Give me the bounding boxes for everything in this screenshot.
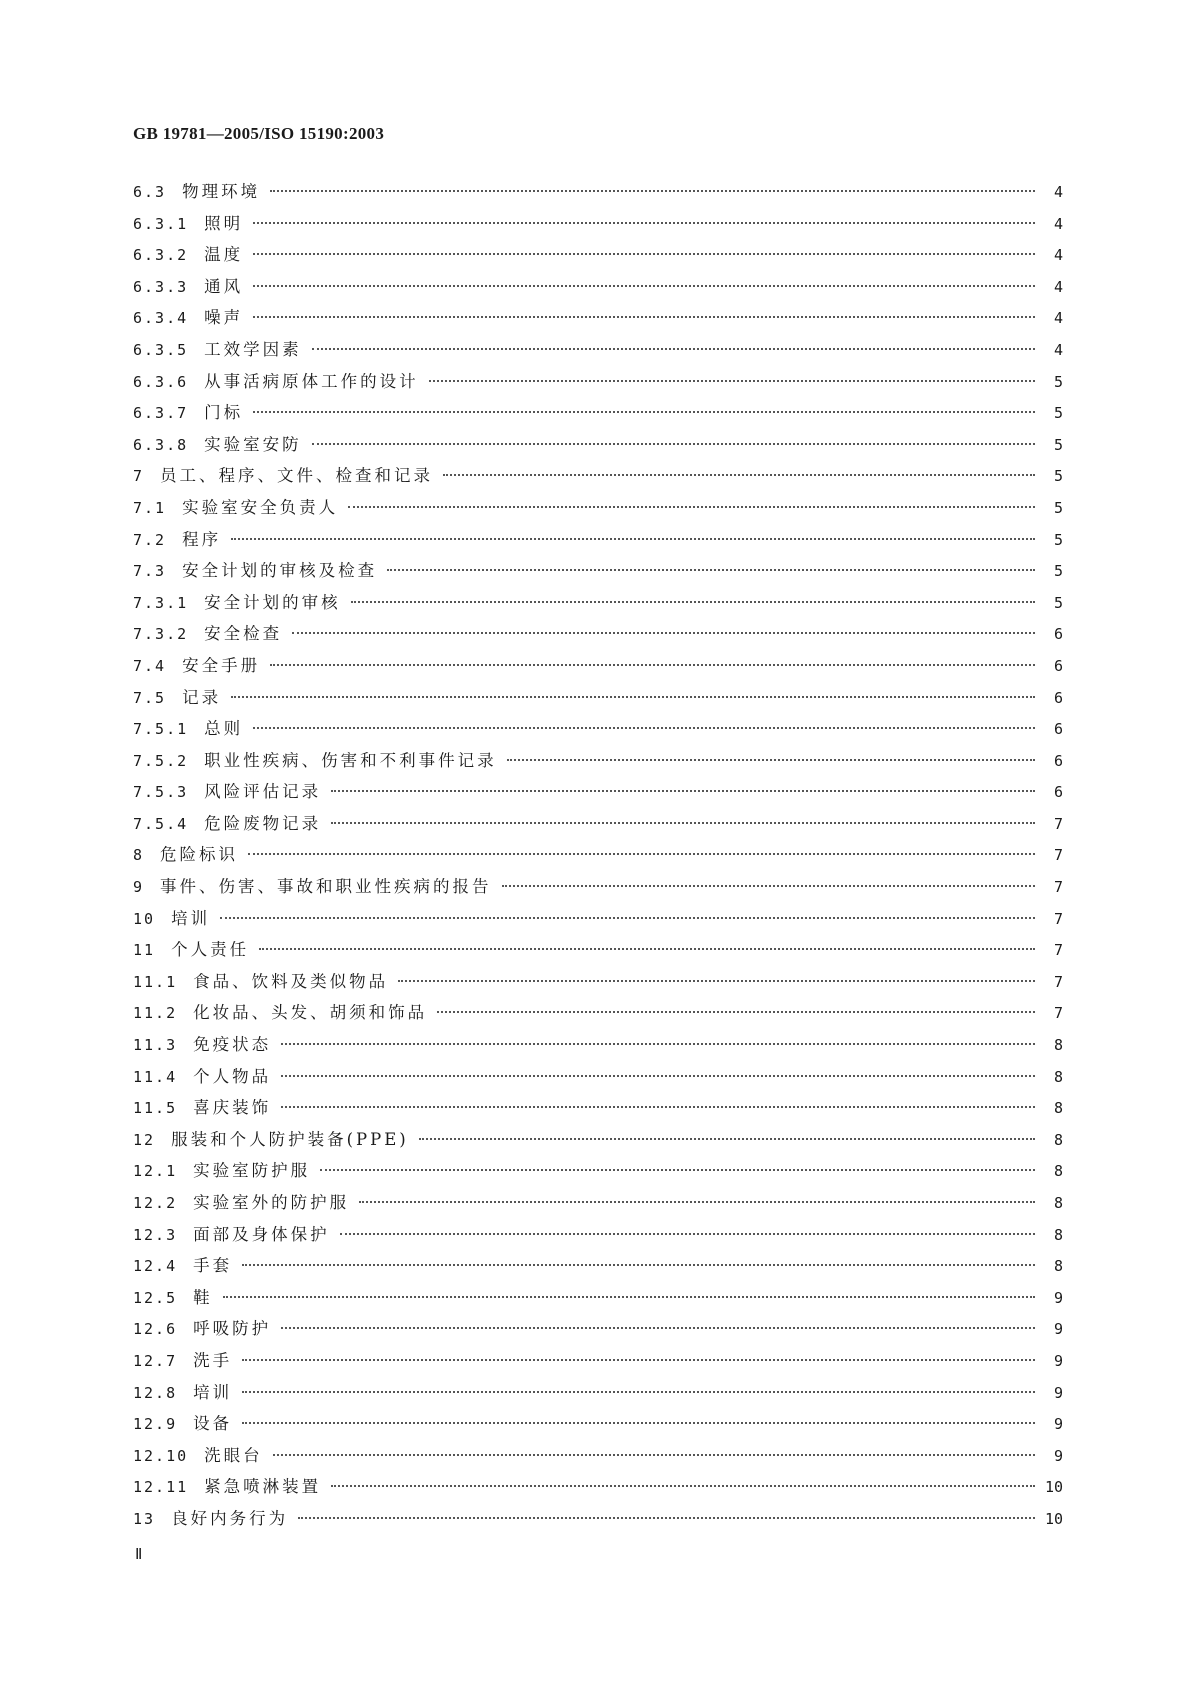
toc-entry-number: 12.10 [133, 1446, 189, 1465]
toc-entry-number: 12.6 [133, 1320, 178, 1339]
toc-entry-title: 安全检查 [204, 624, 283, 644]
toc-entry-title: 安全手册 [182, 655, 261, 675]
toc-entry-page: 7 [1053, 972, 1063, 991]
toc-entry [133, 1252, 1063, 1284]
toc-dot-leader [223, 1296, 1035, 1298]
toc-entry [133, 589, 1063, 621]
toc-entry-page: 4 [1053, 214, 1063, 233]
toc-dot-leader [242, 1422, 1035, 1424]
toc-entry-title: 培训 [171, 908, 211, 928]
toc-entry-number: 6.3.7 [133, 404, 189, 423]
toc-dot-leader [331, 1485, 1035, 1487]
toc-entry-number: 6.3 [133, 183, 167, 201]
toc-entry-number: 7.5 [133, 688, 167, 707]
toc-entry [133, 1442, 1063, 1474]
toc-entry-page: 6 [1053, 688, 1063, 707]
toc-entry-number: 6.3.1 [133, 214, 189, 233]
toc-entry-number: 10 [133, 909, 156, 928]
toc-entry-number: 11.2 [133, 1004, 178, 1023]
toc-entry-page: 8 [1053, 1225, 1063, 1244]
toc-entry-page: 8 [1053, 1130, 1063, 1149]
toc-entry-page: 8 [1053, 1036, 1063, 1055]
toc-entry-number: 11.3 [133, 1036, 178, 1055]
toc-dot-leader [340, 1233, 1035, 1235]
toc-entry-page: 10 [1045, 1509, 1064, 1528]
toc-dot-leader [259, 948, 1035, 950]
toc-entry [133, 368, 1063, 400]
toc-dot-leader [419, 1138, 1035, 1140]
toc-entry [133, 178, 1063, 210]
toc-entry-title: 手套 [193, 1256, 233, 1276]
toc-entry-number: 9 [133, 878, 145, 897]
toc-entry [133, 999, 1063, 1031]
toc-dot-leader [502, 885, 1035, 887]
toc-dot-leader [443, 474, 1035, 476]
toc-entry-number: 11.4 [133, 1067, 178, 1086]
toc-entry [133, 1379, 1063, 1411]
toc-dot-leader [281, 1327, 1035, 1329]
toc-entry-number: 7.4 [133, 656, 167, 675]
toc-entry-number: 13 [133, 1509, 156, 1528]
toc-dot-leader [231, 538, 1035, 540]
toc-entry-number: 7.5.1 [133, 720, 189, 739]
toc-entry-title: 工效学因素 [204, 339, 302, 359]
toc-entry-number: 12.1 [133, 1162, 178, 1181]
toc-entry-page: 5 [1053, 467, 1063, 486]
toc-dot-leader [248, 853, 1035, 855]
toc-entry-title: 门标 [204, 403, 244, 423]
toc-entry-title: 风险评估记录 [204, 782, 322, 802]
toc-entry-number: 7 [133, 467, 145, 486]
toc-entry-title: 温度 [204, 245, 244, 265]
toc-entry [133, 684, 1063, 716]
toc-entry-title: 免疫状态 [193, 1035, 272, 1055]
toc-dot-leader [281, 1075, 1035, 1077]
toc-dot-leader [253, 285, 1035, 287]
toc-entry-page: 5 [1053, 404, 1063, 423]
toc-entry-page: 7 [1053, 941, 1063, 960]
toc-dot-leader [331, 822, 1035, 824]
toc-entry-title: 实验室外的防护服 [193, 1193, 350, 1212]
toc-entry-title: 实验室安全负责人 [182, 497, 339, 517]
toc-entry-number: 11.1 [133, 972, 178, 991]
toc-dot-leader [312, 443, 1035, 445]
toc-entry-page: 8 [1053, 1067, 1063, 1086]
toc-entry-number: 12.4 [133, 1257, 178, 1276]
toc-entry [133, 210, 1063, 242]
toc-entry-title: 职业性疾病、伤害和不利事件记录 [204, 750, 497, 770]
toc-entry-title: 总则 [204, 719, 244, 739]
toc-entry [133, 1031, 1063, 1063]
toc-dot-leader [270, 190, 1035, 192]
toc-dot-leader [231, 696, 1035, 698]
toc-entry-page: 5 [1053, 530, 1063, 549]
toc-entry [133, 494, 1063, 526]
toc-entry-page: 10 [1045, 1478, 1064, 1497]
toc-entry-number: 7.2 [133, 530, 167, 549]
toc-entry-page: 7 [1053, 814, 1063, 833]
toc-dot-leader [281, 1043, 1035, 1045]
toc-entry [133, 1157, 1063, 1189]
toc-entry-title: 设备 [193, 1414, 233, 1434]
toc-entry-number: 8 [133, 846, 145, 865]
toc-entry-title: 安全计划的审核及检查 [182, 561, 378, 581]
table-of-contents [133, 178, 1063, 1537]
toc-entry [133, 968, 1063, 1000]
toc-entry-title: 危险标识 [160, 845, 239, 865]
toc-entry-number: 12 [133, 1130, 156, 1149]
toc-dot-leader [437, 1011, 1035, 1013]
page-number: Ⅱ [135, 1547, 144, 1563]
toc-entry [133, 1315, 1063, 1347]
toc-dot-leader [281, 1106, 1035, 1108]
toc-entry-title: 从事活病原体工作的设计 [204, 371, 419, 391]
toc-entry-page: 7 [1053, 846, 1063, 865]
toc-entry [133, 905, 1063, 937]
toc-entry-number: 7.5.3 [133, 783, 189, 802]
toc-entry-title: 个人物品 [193, 1066, 272, 1086]
toc-dot-leader [273, 1454, 1035, 1456]
toc-entry-number: 7.5.4 [133, 814, 189, 833]
toc-entry-title: 物理环境 [182, 182, 261, 201]
toc-dot-leader [253, 253, 1035, 255]
toc-entry [133, 304, 1063, 336]
toc-entry-page: 8 [1053, 1162, 1063, 1181]
toc-entry [133, 747, 1063, 779]
toc-entry [133, 431, 1063, 463]
toc-dot-leader [253, 316, 1035, 318]
toc-entry-title: 良好内务行为 [171, 1508, 289, 1528]
toc-entry-title: 喜庆装饰 [193, 1098, 272, 1118]
toc-entry-number: 6.3.5 [133, 340, 189, 359]
toc-entry-title: 鞋 [193, 1287, 213, 1307]
toc-entry [133, 336, 1063, 368]
toc-entry-number: 6.3.8 [133, 435, 189, 454]
toc-entry-page: 8 [1053, 1099, 1063, 1118]
toc-entry-title: 洗手 [193, 1350, 233, 1370]
toc-entry [133, 1347, 1063, 1379]
toc-entry-page: 5 [1053, 498, 1063, 517]
toc-entry-title: 食品、饮料及类似物品 [193, 971, 389, 991]
toc-entry-page: 5 [1053, 562, 1063, 581]
toc-entry [133, 462, 1063, 494]
toc-entry [133, 1094, 1063, 1126]
toc-entry-page: 6 [1053, 783, 1063, 802]
toc-entry-page: 6 [1053, 720, 1063, 739]
toc-entry-number: 12.9 [133, 1415, 178, 1434]
toc-entry [133, 873, 1063, 905]
toc-entry-title: 洗眼台 [204, 1445, 263, 1465]
toc-entry-title: 培训 [193, 1382, 233, 1402]
toc-entry-title: 个人责任 [171, 940, 250, 960]
toc-entry [133, 1126, 1063, 1158]
toc-entry [133, 241, 1063, 273]
toc-dot-leader [387, 569, 1035, 571]
toc-entry [133, 810, 1063, 842]
toc-entry-page: 4 [1053, 246, 1063, 265]
toc-dot-leader [253, 222, 1035, 224]
toc-entry-title: 员工、程序、文件、检查和记录 [160, 466, 434, 486]
toc-entry-number: 7.5.2 [133, 751, 189, 770]
toc-dot-leader [398, 980, 1035, 982]
toc-entry [133, 1505, 1063, 1537]
toc-entry-page: 4 [1053, 183, 1063, 201]
toc-entry [133, 652, 1063, 684]
toc-dot-leader [312, 348, 1035, 350]
toc-dot-leader [253, 727, 1035, 729]
toc-entry [133, 936, 1063, 968]
toc-entry-number: 11.5 [133, 1099, 178, 1118]
toc-dot-leader [348, 506, 1035, 508]
toc-entry-number: 12.5 [133, 1288, 178, 1307]
toc-entry-title: 实验室安防 [204, 434, 302, 454]
toc-dot-leader [242, 1264, 1035, 1266]
toc-entry-title: 紧急喷淋装置 [204, 1477, 322, 1497]
toc-entry-page: 5 [1053, 593, 1063, 612]
toc-entry-number: 6.3.3 [133, 277, 189, 296]
toc-entry-number: 12.3 [133, 1225, 178, 1244]
toc-entry [133, 1063, 1063, 1095]
toc-entry [133, 841, 1063, 873]
toc-entry-title: 实验室防护服 [193, 1161, 311, 1181]
toc-entry [133, 273, 1063, 305]
toc-entry [133, 778, 1063, 810]
toc-entry-number: 12.8 [133, 1383, 178, 1402]
toc-entry-page: 6 [1053, 751, 1063, 770]
toc-entry [133, 1410, 1063, 1442]
toc-entry-number: 12.7 [133, 1351, 178, 1370]
toc-entry-title: 呼吸防护 [193, 1319, 272, 1339]
toc-dot-leader [507, 759, 1035, 761]
toc-entry-page: 8 [1053, 1194, 1063, 1212]
toc-entry-page: 9 [1053, 1415, 1063, 1434]
toc-dot-leader [242, 1359, 1035, 1361]
toc-dot-leader [270, 664, 1035, 666]
toc-dot-leader [253, 411, 1035, 413]
toc-entry-title: 通风 [204, 276, 244, 296]
toc-dot-leader [331, 790, 1035, 792]
toc-entry-number: 7.3 [133, 562, 167, 581]
toc-entry-title: 程序 [182, 529, 222, 549]
toc-entry-title: 化妆品、头发、胡须和饰品 [193, 1003, 428, 1023]
toc-entry [133, 1473, 1063, 1505]
toc-dot-leader [359, 1201, 1035, 1203]
toc-entry-page: 9 [1053, 1351, 1063, 1370]
toc-entry-title: 面部及身体保护 [193, 1224, 330, 1244]
toc-entry-page: 5 [1053, 435, 1063, 454]
toc-entry-page: 9 [1053, 1288, 1063, 1307]
toc-dot-leader [242, 1391, 1035, 1393]
toc-entry-number: 11 [133, 941, 156, 960]
toc-entry-page: 7 [1053, 909, 1063, 928]
toc-entry-title: 噪声 [204, 308, 244, 328]
toc-entry-title: 危险废物记录 [204, 813, 322, 833]
toc-entry-page: 4 [1053, 340, 1063, 359]
toc-entry-page: 6 [1053, 625, 1063, 644]
toc-entry-page: 8 [1053, 1257, 1063, 1276]
document-header: GB 19781—2005/ISO 15190:2003 [133, 124, 385, 143]
toc-entry-number: 12.11 [133, 1478, 189, 1497]
toc-entry-page: 9 [1053, 1446, 1063, 1465]
toc-entry-title: 安全计划的审核 [204, 592, 341, 612]
toc-entry [133, 1221, 1063, 1253]
toc-entry-title: 记录 [182, 687, 222, 707]
toc-entry-number: 6.3.6 [133, 372, 189, 391]
toc-entry-page: 4 [1053, 277, 1063, 296]
toc-entry-number: 12.2 [133, 1194, 178, 1212]
toc-dot-leader [292, 632, 1035, 634]
toc-entry-number: 7.3.1 [133, 593, 189, 612]
toc-entry [133, 1189, 1063, 1221]
toc-entry-page: 7 [1053, 1004, 1063, 1023]
toc-entry [133, 399, 1063, 431]
toc-entry-page: 9 [1053, 1383, 1063, 1402]
toc-entry-number: 7.3.2 [133, 625, 189, 644]
toc-entry-number: 6.3.2 [133, 246, 189, 265]
toc-entry [133, 1284, 1063, 1316]
toc-entry [133, 526, 1063, 558]
toc-dot-leader [220, 917, 1035, 919]
toc-entry-page: 6 [1053, 656, 1063, 675]
toc-entry-title: 照明 [204, 213, 244, 233]
toc-dot-leader [429, 380, 1035, 382]
toc-dot-leader [298, 1517, 1035, 1519]
toc-entry-number: 6.3.4 [133, 309, 189, 328]
toc-entry-page: 9 [1053, 1320, 1063, 1339]
toc-entry [133, 620, 1063, 652]
toc-entry-number: 7.1 [133, 498, 167, 517]
toc-entry-page: 5 [1053, 372, 1063, 391]
toc-dot-leader [320, 1169, 1035, 1171]
toc-entry-title: 事件、伤害、事故和职业性疾病的报告 [160, 877, 492, 897]
toc-entry [133, 557, 1063, 589]
toc-entry-title: 服装和个人防护装备(PPE) [171, 1129, 409, 1149]
toc-entry [133, 715, 1063, 747]
toc-entry-page: 7 [1053, 878, 1063, 897]
toc-dot-leader [351, 601, 1035, 603]
toc-entry-page: 4 [1053, 309, 1063, 328]
